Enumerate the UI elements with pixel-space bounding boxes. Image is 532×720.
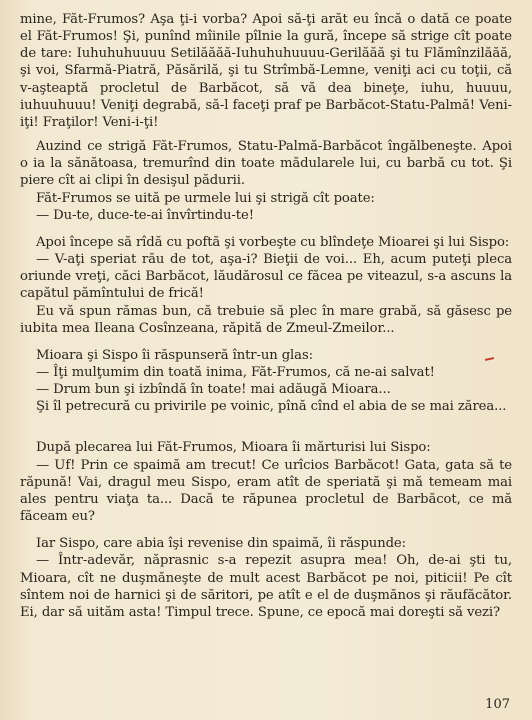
dialogue-line: — Uf! Prin ce spaimă am trecut! Ce urîcios Barbăcot! Gata, gata să te răpună! Vai, dragul meu Sispo, eram atît de speriată şi mă temeam mai ales pentru viaţa ta... Dacă te răpunea procletul de Barbăcot, ce mă făceam eu? bbox=[20, 457, 512, 525]
paragraph: Eu vă spun rămas bun, că trebuie să plec în mare grabă, să găsesc pe iubita mea Ileana Cosînzeana, răpită de Zmeul-Zmeilor... bbox=[20, 303, 512, 336]
dialogue-line: — Într-adevăr, năprasnic s-a repezit asupra mea! Oh, de-ai şti tu, Mioara, cît ne duşmăneşte de mult acest Barbăcot pe noi, piticii! Pe cît sîntem noi de harnici şi de săritori, pe atît e el de duşmănos şi răufăcător. Ei, dar să uităm asta! Timpul trece. Spune, ce epocă mai doreşti să vezi? bbox=[20, 553, 512, 620]
page-number: 107 bbox=[485, 697, 510, 712]
paragraph: Făt-Frumos se uită pe urmele lui şi strigă cît poate: bbox=[36, 190, 375, 206]
dialogue-line: — V-aţi speriat rău de tot, aşa-i? Bieţii de voi... Eh, acum puteţi pleca oriunde vreţi, căci Barbăcot, lăudărosul ce făcea pe viteazul, s-a ascuns la capătul pămîntului de frică! bbox=[20, 252, 512, 302]
dialogue-line: — Du-te, duce-te-ai învîrtindu-te! bbox=[36, 207, 254, 223]
paragraph: Iar Sispo, care abia îşi revenise din spaimă, îi răspunde: bbox=[36, 536, 406, 552]
paragraph: Mioara şi Sispo îi răspunseră într-un glas: bbox=[36, 347, 313, 363]
paragraph: Apoi începe să rîdă cu poftă şi vorbeşte cu blîndeţe Mioarei şi lui Sispo: bbox=[36, 234, 510, 250]
paragraph: mine, Făt-Frumos? Aşa ţi-i vorba? Apoi să-ţi arăt eu încă o dată ce poate el Făt-Frumos! Şi, punînd mîinile pîlnie la gură, începe să strige cît poate de tare: Iuhuhuhuuuu Setilăăăă-Iuhuhuhuuuu-Gerilăăă şi tu Flămînzilăăă, şi voi, Sfarmă-Piatră, Păsărilă, şi tu Strîmbă-Lemne, veniţi aci cu toţii, că v-aşteaptă procletul de Barbăcot, să vă dea bineţe, iuhu, huuuu, iuhuuhuuu! Veniţi degrabă, să-l faceţi praf pe Barbăcot-Statu-Palmă! Veni-iţi! Fraţilor! Veni-i-ţi! bbox=[20, 12, 512, 130]
paragraph: După plecarea lui Făt-Frumos, Mioara îi mărturisi lui Sispo: bbox=[36, 440, 431, 456]
paragraph: Şi îl petrecură cu privirile pe voinic, pînă cînd el abia de se mai zărea... bbox=[36, 399, 507, 415]
dialogue-line: — Drum bun şi izbîndă în toate! mai adăugă Mioara... bbox=[36, 382, 391, 398]
paragraph: Auzind ce strigă Făt-Frumos, Statu-Palmă-Barbăcot îngălbeneşte. Apoi o ia la sănătoasa, tremurînd din toate mădularele lui, cu barbă cu tot. Şi piere cît ai clipi în desişul pădurii. bbox=[20, 139, 512, 189]
dialogue-line: — Îţi mulţumim din toată inima, Făt-Frumos, că ne-ai salvat! bbox=[36, 364, 435, 380]
